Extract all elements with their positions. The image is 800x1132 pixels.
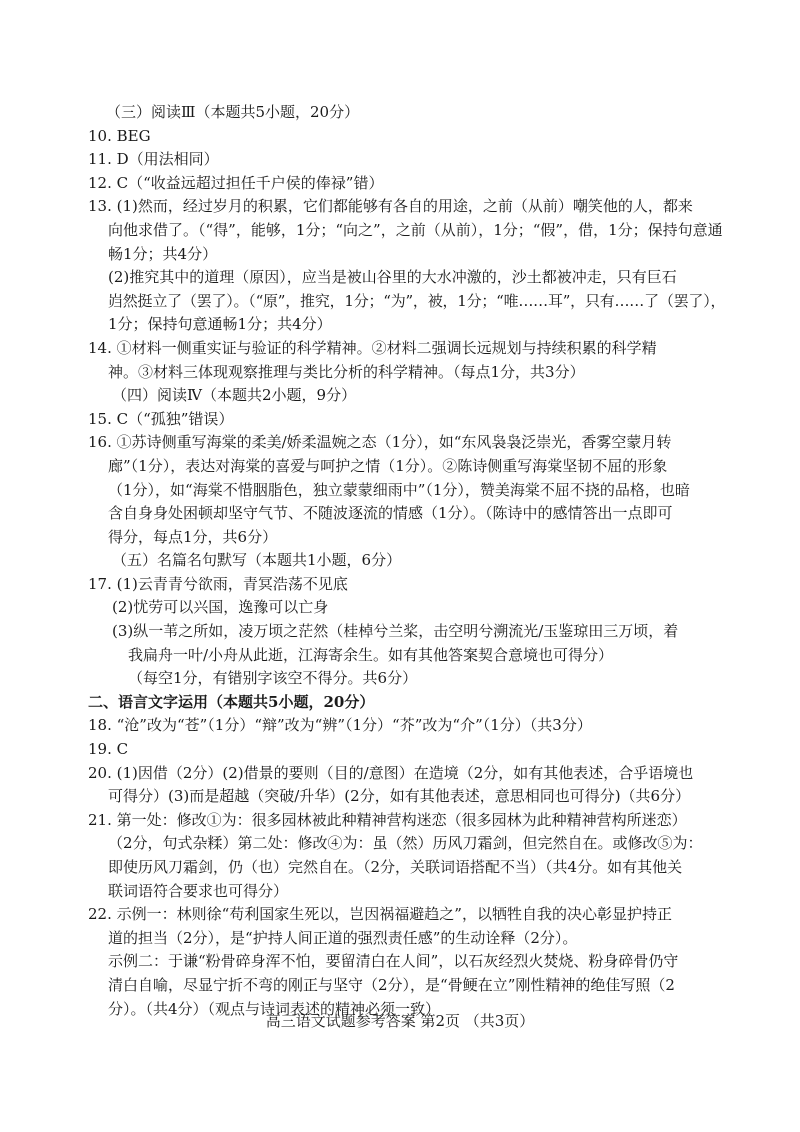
- text-line: 18. “沧”改为“苍”（1分）“辩”改为“辨”（1分）“芥”改为“介”（1分）（共3分）: [88, 716, 592, 735]
- text-line: 道的担当（2分），是“护持人间正道的强烈责任感”的生动诠释（2分）。: [108, 928, 578, 947]
- text-line: 15. C（“孤独”错误）: [88, 409, 234, 428]
- text-line: 得分，每点1分，共6分）: [108, 527, 278, 546]
- text-line: （四）阅读Ⅳ（本题共2小题，9分）: [112, 386, 357, 405]
- answer-content: [88, 101, 728, 1021]
- text-line: 11. D（用法相同）: [88, 150, 219, 169]
- text-line: （三）阅读Ⅲ（本题共5小题，20分）: [106, 103, 360, 121]
- text-line: 14. ①材料一侧重实证与验证的科学精神。②材料二强调长远规划与持续积累的科学精: [88, 338, 657, 357]
- text-line: 畅1分；共4分）: [108, 244, 218, 263]
- text-line: 示例二：于谦“粉骨碎身浑不怕，要留清白在人间”，以石灰经烈火焚烧、粉身碎骨仍守: [108, 952, 679, 971]
- text-line: 向他求借了。（“得”，能够，1分；“向之”，之前（从前），1分；“假”，借，1分；保持句意通: [108, 220, 723, 239]
- text-line: 可得分）(3)而是超越（突破/升华）(2分，如有其他表述，意思相同也可得分)（共6分）: [108, 787, 691, 806]
- text-line: （2分，句式杂糅）第二处：修改④为：虽（然）历风刀霜剑，但完然自在。或修改⑤为：: [108, 834, 703, 853]
- text-line: 13. (1)然而，经过岁月的积累，它们都能够有各自的用途，之前（从前）嘲笑他的人，都来: [88, 197, 693, 216]
- text-line: 含自身身处困顿却坚守气节、不随波逐流的情感（1分）。（陈诗中的感情答出一点即可: [108, 504, 673, 523]
- text-line: (3)纵一苇之所如，凌万顷之茫然（桂棹兮兰桨，击空明兮溯流光/玉鉴琼田三万顷，着: [112, 622, 679, 641]
- text-line: 清白自喻，尽显宁折不弯的刚正与坚守（2分），是“骨鲠在立”刚性精神的绝佳写照（2: [108, 975, 675, 994]
- text-line: 10. BEG: [88, 126, 151, 145]
- text-line: 分）。（共4分）（观点与诗词表述的精神必须一致）: [108, 999, 441, 1018]
- text-line: 20. (1)因借（2分）(2)借景的要则（目的/意图）在造境（2分，如有其他表述，合乎语境也: [88, 763, 694, 782]
- text-line: 岿然挺立了（罢了）。（“原”，推究，1分；“为”，被，1分；“唯……耳”，只有……了（罢了），: [108, 291, 726, 310]
- text-line: （每空1分，有错别字该空不得分。共6分）: [128, 669, 418, 688]
- text-line: 神。③材料三体现观察推理与类比分析的科学精神。（每点1分，共3分）: [108, 362, 585, 381]
- text-line: （五）名篇名句默写（本题共1小题，6分）: [112, 551, 402, 570]
- text-line: 22. 示例一：林则徐“苟利国家生死以，岂因祸福避趋之”，以牺牲自我的决心彰显护持正: [88, 905, 672, 924]
- text-line: (2)推究其中的道理（原因），应当是被山谷里的大水冲激的，沙土都被冲走，只有巨石: [108, 268, 677, 287]
- text-line: 21. 第一处：修改①为：很多园林被此种精神营构迷恋（很多园林为此种精神营构所迷恋）: [88, 810, 687, 829]
- text-line: 二、语言文字运用（本题共5小题，20分）: [88, 692, 375, 711]
- page-footer: 高三语文试题参考答案 第2页 （共3页）: [265, 1012, 535, 1030]
- text-line: 1分；保持句意通畅1分；共4分）: [108, 315, 332, 334]
- text-line: 联词语符合要求也可得分）: [108, 881, 289, 900]
- text-line: 廊”（1分），表达对海棠的喜爱与呵护之情（1分）。②陈诗侧重写海棠坚韧不屈的形象: [108, 456, 668, 475]
- text-line: 19. C: [88, 740, 129, 759]
- text-line: (2)忧劳可以兴国，逸豫可以亡身: [112, 598, 329, 617]
- text-line: 17. (1)云青青兮欲雨，青冥浩荡不见底: [88, 574, 348, 593]
- text-line: 12. C（“收益远超过担任千户侯的俸禄”错）: [88, 173, 384, 192]
- text-line: 即使历风刀霜剑，仍（也）完然自在。（2分，关联词语搭配不当）（共4分。如有其他关: [108, 858, 683, 876]
- text-line: （1分），如“海棠不惜胭脂色，独立蒙蒙细雨中”（1分），赞美海棠不屈不挠的品格，也暗: [108, 480, 690, 499]
- text-line: 16. ①苏诗侧重写海棠的柔美/娇柔温婉之态（1分），如“东风袅袅泛崇光，香雾空蒙月转: [88, 433, 672, 452]
- text-line: 我扁舟一叶/小舟从此逝，江海寄余生。如有其他答案契合意境也可得分）: [128, 645, 614, 664]
